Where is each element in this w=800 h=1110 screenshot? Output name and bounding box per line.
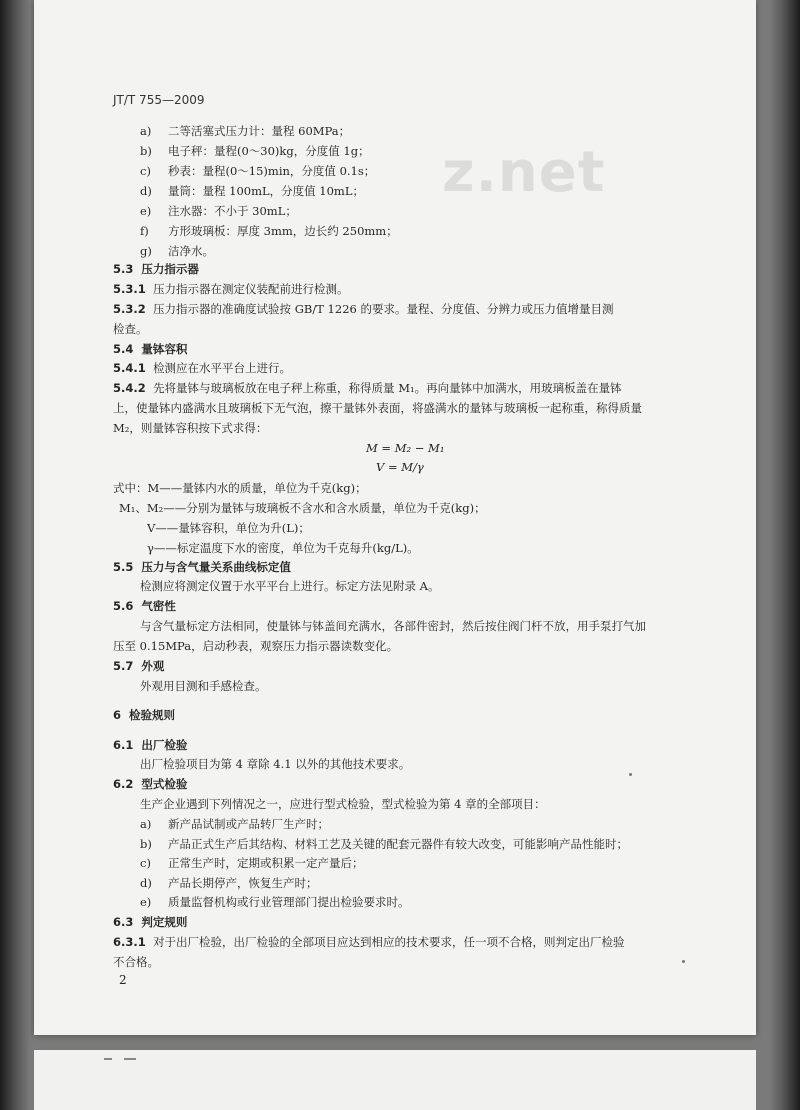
where-line-4: γ——标定温度下水的密度，单位为千克每升(kg/L)。: [147, 541, 419, 555]
clause-6-3-1-cont: 不合格。: [113, 955, 159, 969]
list-item: [140, 817, 329, 831]
section-5-7-text: 外观用目测和手感检查。: [140, 679, 267, 693]
watermark: z.net: [442, 140, 606, 205]
list-item-label: f): [140, 224, 149, 238]
list-item-text: 注水器：不小于 30mL；: [168, 204, 297, 218]
clause-5-4-1: 5.4.1 检测应在水平平台上进行。: [113, 361, 292, 375]
section-6-1-heading: 6.1 出厂检验: [113, 738, 188, 752]
list-item-label: c): [140, 856, 151, 871]
list-item: [140, 244, 214, 258]
section-5-6-cont: 压至 0.15MPa，启动秒表，观察压力指示器读数变化。: [113, 639, 399, 653]
section-5-4-heading: 5.4 量钵容积: [113, 342, 188, 356]
list-item: [140, 856, 364, 870]
clause-6-3-1: 6.3.1 对于出厂检验，出厂检验的全部项目应达到相应的技术要求，任一项不合格，则判定出厂检验: [113, 935, 625, 949]
list-item-label: e): [140, 895, 152, 910]
list-item: [140, 876, 318, 890]
section-6-3-heading: 6.3 判定规则: [113, 915, 188, 929]
formula-mass: M = M₂ − M₁: [366, 441, 445, 455]
section-5-5-heading: 5.5 压力与含气量关系曲线标定值: [113, 560, 291, 574]
where-line-2: M₁、M₂——分别为量钵与玻璃板不含水和含水质量，单位为千克(kg)；: [119, 501, 486, 515]
list-item: [140, 895, 410, 909]
list-item: [140, 144, 370, 158]
page-number: 2: [119, 973, 127, 987]
list-item-text: 秒表：量程(0～15)min，分度值 0.1s；: [168, 164, 376, 178]
section-5-6-text: 与含气量标定方法相同，使量钵与钵盖间充满水，各部件密封，然后按住阀门杆不放，用手泵打气加: [140, 619, 646, 633]
clause-5-3-1: 5.3.1 压力指示器在测定仪装配前进行检测。: [113, 282, 349, 296]
document-header: JT/T 755—2009: [113, 93, 205, 107]
list-item-text: 方形玻璃板：厚度 3mm，边长约 250mm；: [168, 224, 398, 238]
list-item: [140, 184, 364, 198]
scan-speck: [629, 773, 632, 776]
section-5-7-heading: 5.7 外观: [113, 659, 165, 673]
clause-5-4-2: 5.4.2 先将量钵与玻璃板放在电子秤上称重，称得质量 M₁。再向量钵中加满水，用玻璃板盖在量钵: [113, 381, 622, 395]
section-6-2-heading: 6.2 型式检验: [113, 777, 188, 791]
section-6-1-text: 出厂检验项目为第 4 章除 4.1 以外的其他技术要求。: [140, 757, 411, 771]
list-item: [140, 164, 375, 178]
list-item-text: 电子秤：量程(0～30)kg，分度值 1g；: [168, 144, 370, 158]
section-5-3-heading: 5.3 压力指示器: [113, 262, 199, 276]
list-item-text: 新产品试制或产品转厂生产时；: [168, 817, 329, 831]
section-5-6-heading: 5.6 气密性: [113, 599, 176, 613]
list-item-text: 二等活塞式压力计：量程 60MPa；: [168, 124, 351, 138]
list-item-label: b): [140, 144, 152, 158]
clause-5-3-2-cont: 检查。: [113, 322, 148, 336]
list-item-text: 产品长期停产，恢复生产时；: [168, 875, 318, 890]
list-item-label: c): [140, 164, 151, 178]
list-item: [140, 837, 628, 851]
list-item: [140, 224, 398, 238]
clause-5-3-2: 5.3.2 压力指示器的准确度试验按 GB/T 1226 的要求。量程、分度值、分辨力或压力值增量目测: [113, 302, 614, 316]
chapter-6-heading: 6 检验规则: [113, 708, 176, 722]
list-item-text: 正常生产时，定期或积累一定产量后；: [168, 856, 364, 871]
list-item: [140, 204, 297, 218]
clause-5-4-2-cont1: 上，使量钵内盛满水且玻璃板下无气泡，擦干量钵外表面，将盛满水的量钵与玻璃板一起称重，称得质量: [113, 401, 642, 415]
scan-speck: [682, 960, 685, 963]
list-item-text: 洁净水。: [168, 244, 214, 258]
clause-5-4-2-cont2: M₂，则量钵容积按下式求得：: [113, 421, 268, 435]
list-item-text: 量筒：量程 100mL，分度值 10mL；: [168, 184, 364, 198]
where-line-1: 式中：M——量钵内水的质量，单位为千克(kg)；: [113, 481, 367, 495]
list-item: [140, 124, 350, 138]
list-item-text: 质量监督机构或行业管理部门提出检验要求时。: [168, 895, 410, 910]
list-item-label: d): [140, 875, 152, 890]
next-page-edge: [34, 1050, 756, 1110]
section-5-5-text: 检测应将测定仪置于水平平台上进行。标定方法见附录 A。: [140, 579, 440, 593]
list-item-label: d): [140, 184, 152, 198]
list-item-label: b): [140, 836, 152, 851]
formula-volume: V = M/γ: [376, 460, 424, 474]
scan-mark: [124, 1058, 136, 1060]
section-6-2-text: 生产企业遇到下列情况之一，应进行型式检验，型式检验为第 4 章的全部项目：: [140, 797, 546, 811]
where-line-3: V——量钵容积，单位为升(L)；: [147, 521, 310, 535]
list-item-label: g): [140, 244, 152, 258]
list-item-label: e): [140, 204, 152, 218]
scan-mark: [104, 1058, 112, 1060]
list-item-label: a): [140, 817, 152, 831]
list-item-text: 产品正式生产后其结构、材料工艺及关键的配套元器件有较大改变，可能影响产品性能时；: [168, 836, 628, 851]
list-item-label: a): [140, 124, 152, 138]
